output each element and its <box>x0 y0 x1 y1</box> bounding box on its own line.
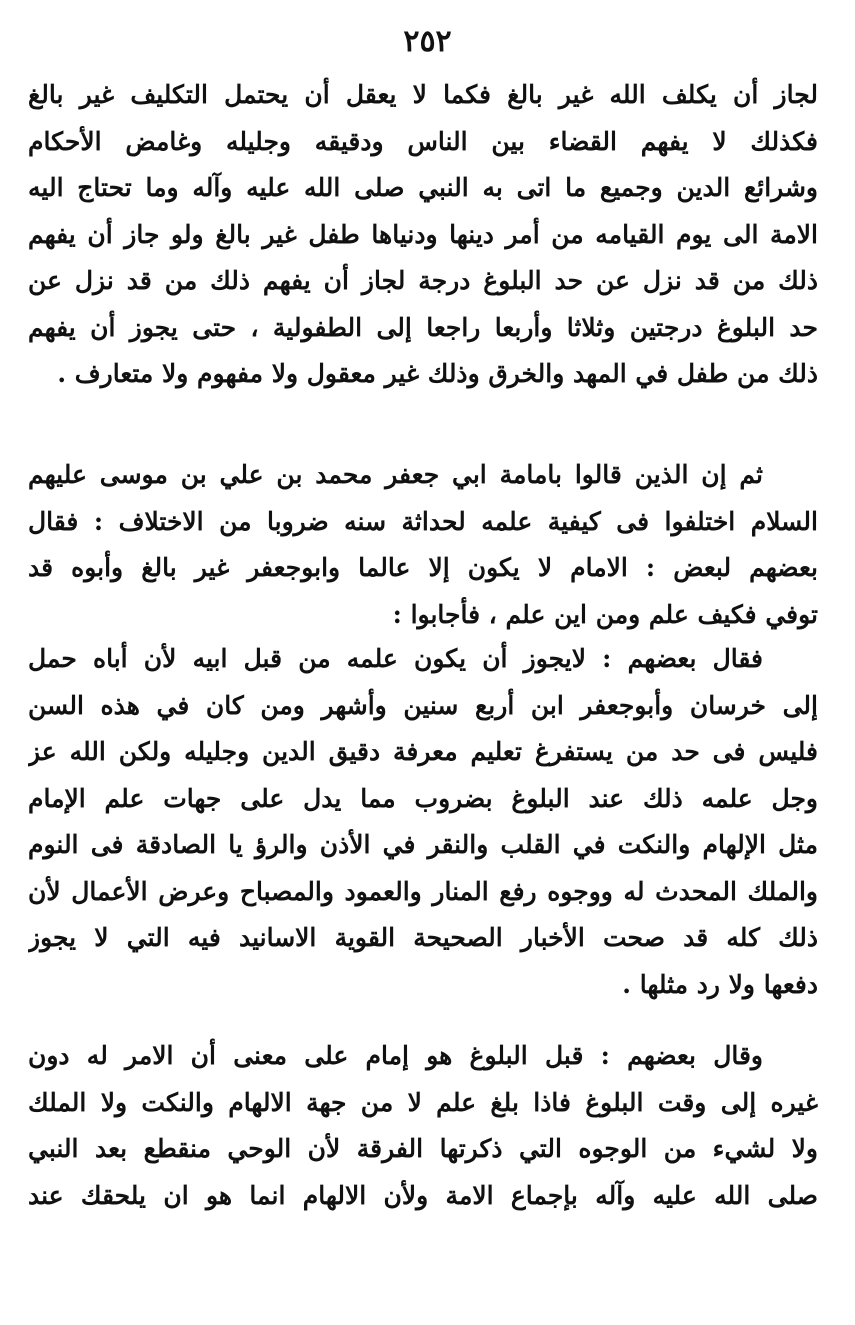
text-line: بعضهم لبعض : الامام لا يكون إلا عالما وابوجعفر غير بالغ وأبوه قد <box>28 553 818 582</box>
text-line: فكذلك لا يفهم القضاء بين الناس ودقيقه وجليله وغامض الأحكام <box>28 126 818 156</box>
text-line: دفعها ولا رد مثلها . <box>622 969 818 999</box>
text-line: فقال بعضهم : لايجوز أن يكون علمه من قبل ابيه لأن أباه حمل <box>28 644 763 673</box>
text-line: إلى خرسان وأبوجعفر ابن أربع سنين وأشهر ومن كان في هذه السن <box>28 690 818 720</box>
text-line: الامة الى يوم القيامه من أمر دينها ودنياها طفل غير بالغ ولو جاز أن يفهم <box>28 219 818 249</box>
text-line: مثل الإلهام والنكت في القلب والنقر في الأذن والرؤ يا الصادقة فى النوم <box>28 830 818 859</box>
paragraph-4 <box>28 1033 818 1219</box>
text-line: صلى الله عليه وآله بإجماع الامة ولأن الالهام انما هو ان يلحقك عند <box>28 1180 818 1210</box>
text-line: ذلك كله قد صحت الأخبار الصحيحة القوية الاسانيد فيه التي لا يجوز <box>28 923 818 952</box>
text-line: غيره إلى وقت البلوغ فاذا بلغ علم لا من جهة الالهام والنكت ولا الملك <box>28 1087 818 1117</box>
text-line: وقال بعضهم : قبل البلوغ هو إمام على معنى أن الامر له دون <box>28 1041 763 1070</box>
paragraph-3 <box>28 636 818 1008</box>
text-line: ذلك من قد نزل عن حد البلوغ درجة لجاز أن يفهم ذلك من قد نزل عن <box>28 266 818 295</box>
paragraph-1 <box>28 72 818 398</box>
text-line: والملك المحدث له ووجوه رفع المنار والعمود والمصباح وعرض الأعمال لأن <box>28 876 818 906</box>
text-line: ثم إن الذين قالوا بامامة ابي جعفر محمد بن علي بن موسى عليهم <box>28 460 763 489</box>
text-line: السلام اختلفوا فى كيفية علمه لحداثة سنه ضروبا من الاختلاف : فقال <box>28 506 818 536</box>
text-line: ذلك من طفل في المهد والخرق وذلك غير معقول ولا مفهوم ولا متعارف . <box>57 359 818 388</box>
page-number: ٢٥٢ <box>403 24 452 59</box>
paragraph-2 <box>28 452 818 638</box>
text-line: حد البلوغ درجتين وثلاثا وأربعا راجعا إلى الطفولية ، حتى يجوز أن يفهم <box>28 312 818 342</box>
text-line: ولا لشيء من الوجوه التي ذكرتها الفرقة لأن الوحي منقطع بعد النبي <box>28 1134 818 1163</box>
text-line: توفي فكيف علم ومن اين علم ، فأجابوا : <box>392 599 818 629</box>
text-line: وشرائع الدين وجميع ما اتى به النبي صلى الله عليه وآله وما تحتاج اليه <box>28 173 818 202</box>
text-line: فليس فى حد من يستفرغ تعليم معرفة دقيق الدين وجليله ولكن الله عز <box>28 737 818 766</box>
text-line: وجل علمه ذلك عند البلوغ بضروب مما يدل على جهات علم الإمام <box>28 783 818 813</box>
text-line: لجاز أن يكلف الله غير بالغ فكما لا يعقل أن يحتمل التكليف غير بالغ <box>28 80 818 109</box>
